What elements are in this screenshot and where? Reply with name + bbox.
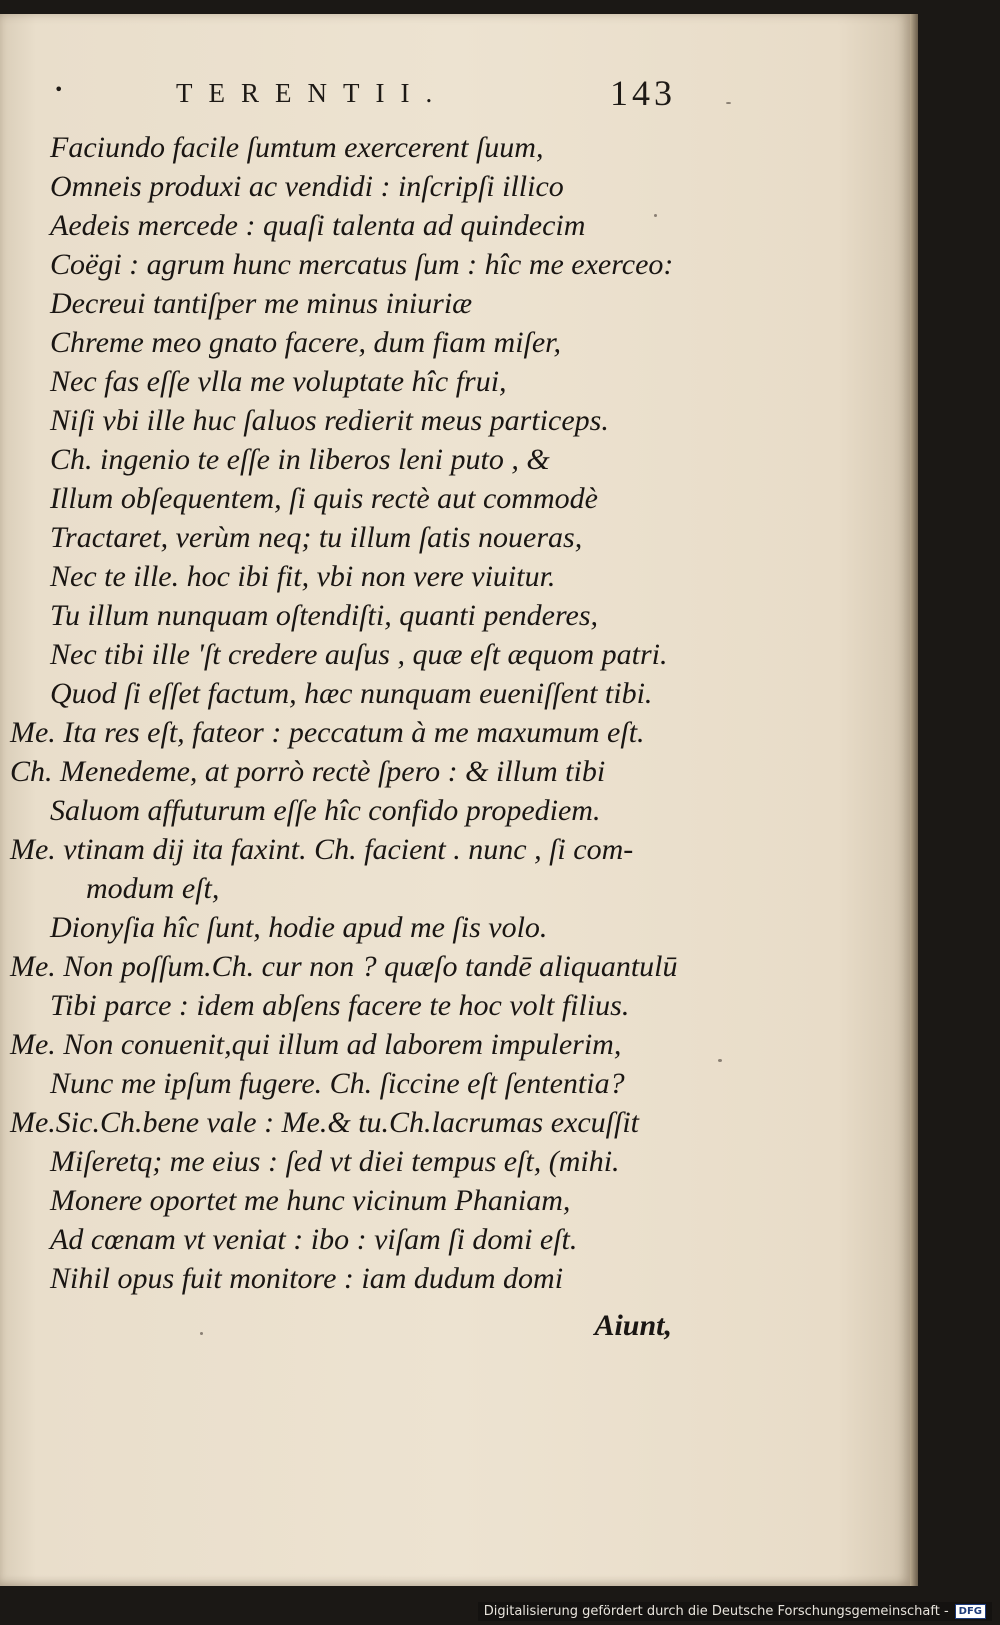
text-line: Me. Ita res eſt, fateor : peccatum à me maxumum eſt. xyxy=(10,716,645,749)
credit-text: Digitalisierung gefördert durch die Deutsche Forschungsgemeinschaft - xyxy=(483,1604,949,1619)
text-line: Ad cœnam vt veniat : ibo : viſam ſi domi eſt. xyxy=(50,1223,578,1256)
text-line: Saluom affuturum eſſe hîc confido propediem. xyxy=(50,794,601,827)
text-line: Decreui tantiſper me minus iniuriæ xyxy=(50,287,473,320)
page-number: 143 xyxy=(610,73,676,113)
text-line: Ch. ingenio te eſſe in liberos leni puto , & xyxy=(50,443,550,476)
text-line: Monere oportet me hunc vicinum Phaniam, xyxy=(50,1184,571,1217)
page-edge-shadow xyxy=(910,14,918,1586)
paper-speck xyxy=(726,102,731,104)
text-line: Coëgi : agrum hunc mercatus ſum : hîc me exerceo: xyxy=(50,248,674,281)
text-line: Me. Non conuenit,qui illum ad laborem impulerim, xyxy=(10,1028,622,1061)
text-line: Dionyſia hîc ſunt, hodie apud me ſis volo. xyxy=(50,911,548,944)
page-header xyxy=(48,72,688,122)
text-line: Nec te ille. hoc ibi fit, vbi non vere viuitur. xyxy=(50,560,556,593)
catchword: Aiunt, xyxy=(594,1309,672,1342)
text-line: Niſi vbi ille huc ſaluos redierit meus particeps. xyxy=(50,404,609,437)
text-line: Nec tibi ille 'ſt credere auſus , quæ eſt æquom patri. xyxy=(50,638,668,671)
text-line: Me.Sic.Ch.bene vale : Me.& tu.Ch.lacrumas excuſſit xyxy=(10,1106,639,1139)
text-line: Me. vtinam dij ita faxint. Ch. facient . nunc , ſi com- xyxy=(10,833,634,866)
text-line: Miſeretq; me eius : ſed vt diei tempus eſt, (mihi. xyxy=(50,1145,620,1178)
text-line: modum eſt, xyxy=(86,872,220,905)
text-line: Omneis produxi ac vendidi : inſcripſi illico xyxy=(50,170,564,203)
verse-text-block xyxy=(0,128,900,1345)
text-line: Nihil opus fuit monitore : iam dudum domi xyxy=(50,1262,564,1295)
text-line: Me. Non poſſum.Ch. cur non ? quæſo tandē aliquantulū xyxy=(10,950,678,983)
text-line: Tractaret, verùm neq; tu illum ſatis noueras, xyxy=(50,521,583,554)
running-head: TERENTII. xyxy=(176,78,449,108)
header-mark: • xyxy=(54,80,64,99)
text-line: Nunc me ipſum fugere. Ch. ſiccine eſt ſententia? xyxy=(50,1067,625,1100)
text-line: Chreme meo gnato facere, dum fiam miſer, xyxy=(50,326,562,359)
digitization-credit xyxy=(478,1602,992,1621)
text-line: Ch. Menedeme, at porrò rectè ſpero : & illum tibi xyxy=(10,755,606,788)
text-line: Tu illum nunquam oſtendiſti, quanti penderes, xyxy=(50,599,599,632)
text-line: Illum obſequentem, ſi quis rectè aut commodè xyxy=(50,482,598,515)
text-line: Aedeis mercede : quaſi talenta ad quindecim xyxy=(50,209,586,242)
text-line: Faciundo facile ſumtum exercerent ſuum, xyxy=(50,131,544,164)
text-line: Tibi parce : idem abſens facere te hoc volt filius. xyxy=(50,989,630,1022)
dfg-logo: DFG xyxy=(955,1604,986,1619)
text-line: Quod ſi eſſet factum, hæc nunquam eueniſſent tibi. xyxy=(50,677,653,710)
text-line: Nec fas eſſe vlla me voluptate hîc frui, xyxy=(50,365,507,398)
